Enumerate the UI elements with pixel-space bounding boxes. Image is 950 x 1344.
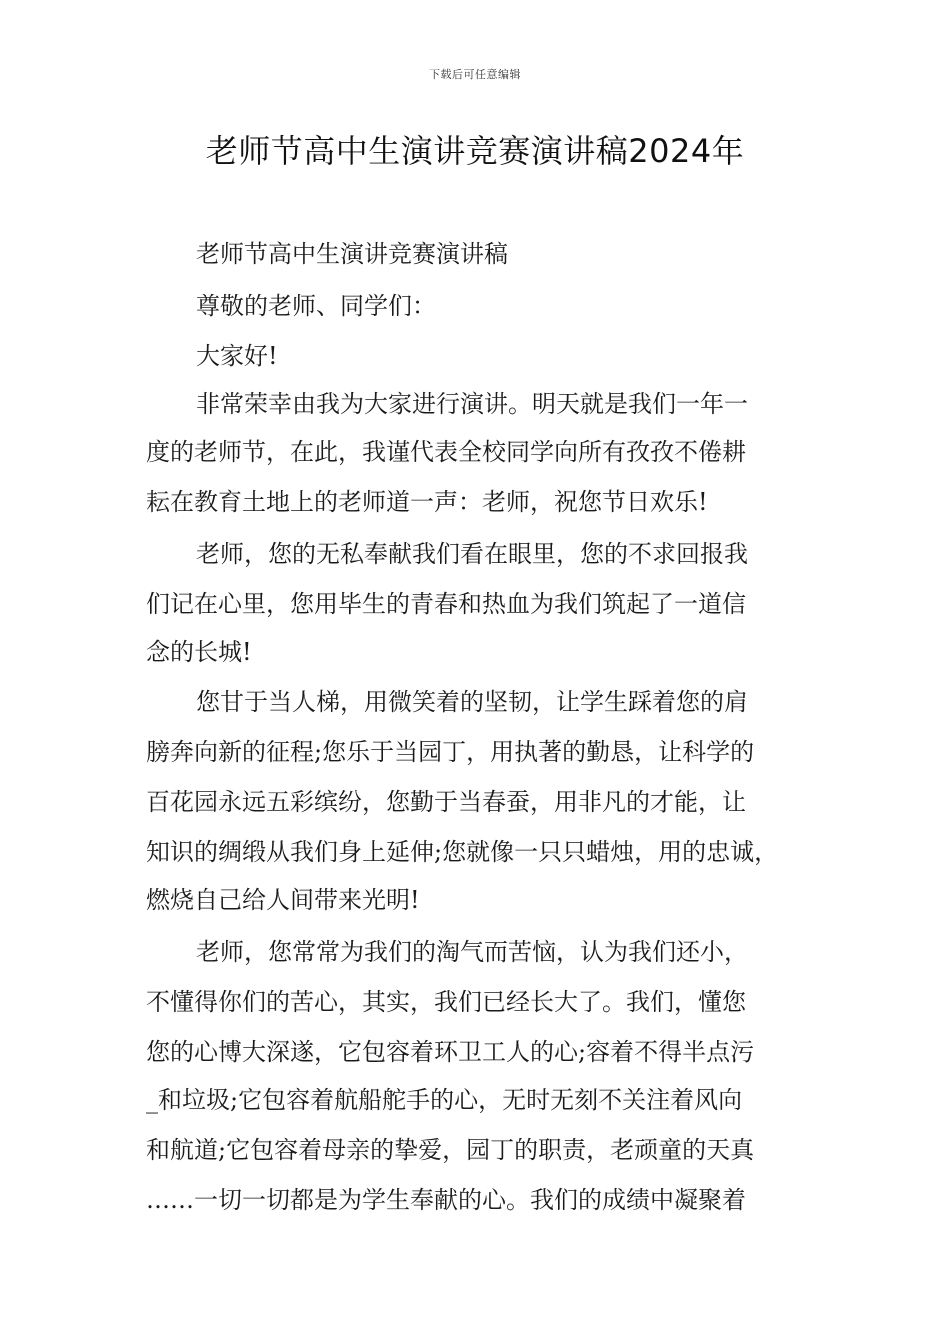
paragraph-line: 耘在教育土地上的老师道一声：老师，祝您节日欢乐! — [146, 488, 708, 516]
document-title: 老师节高中生演讲竞赛演讲稿2024年 — [205, 132, 745, 170]
paragraph-line: 膀奔向新的征程;您乐于当园丁，用执著的勤恳，让科学的 — [146, 738, 755, 766]
paragraph-line: 老师，您常常为我们的淘气而苦恼，认为我们还小， — [196, 938, 748, 966]
paragraph-line: 念的长城! — [146, 638, 252, 666]
paragraph-line: 度的老师节，在此，我谨代表全校同学向所有孜孜不倦耕 — [146, 438, 746, 466]
paragraph-line: 大家好! — [196, 342, 278, 370]
paragraph-line: _和垃圾;它包容着航船舵手的心，无时无刻不关注着风向 — [146, 1086, 743, 1114]
paragraph-line: 们记在心里，您用毕生的青春和热血为我们筑起了一道信 — [146, 590, 746, 618]
paragraph-line: 您甘于当人梯，用微笑着的坚韧，让学生踩着您的肩 — [196, 688, 748, 716]
paragraph-line: 知识的绸缎从我们身上延伸;您就像一只只蜡烛，用的忠诚， — [146, 838, 779, 866]
paragraph-line: 燃烧自己给人间带来光明! — [146, 886, 420, 914]
paragraph-line: 老师，您的无私奉献我们看在眼里，您的不求回报我 — [196, 540, 748, 568]
paragraph-line: 您的心博大深遂，它包容着环卫工人的心;容着不得半点污 — [146, 1038, 755, 1066]
paragraph-line: 和航道;它包容着母亲的挚爱，园丁的职责，老顽童的天真 — [146, 1136, 755, 1164]
header-note: 下载后可任意编辑 — [429, 68, 521, 81]
paragraph-line: 老师节高中生演讲竞赛演讲稿 — [196, 240, 508, 268]
paragraph-line: 非常荣幸由我为大家进行演讲。明天就是我们一年一 — [196, 390, 748, 418]
paragraph-line: ……一切一切都是为学生奉献的心。我们的成绩中凝聚着 — [146, 1186, 746, 1214]
paragraph-line: 百花园永远五彩缤纷，您勤于当春蚕，用非凡的才能，让 — [146, 788, 746, 816]
paragraph-line: 不懂得你们的苦心，其实，我们已经长大了。我们，懂您 — [146, 988, 746, 1016]
paragraph-line: 尊敬的老师、同学们： — [196, 292, 436, 320]
